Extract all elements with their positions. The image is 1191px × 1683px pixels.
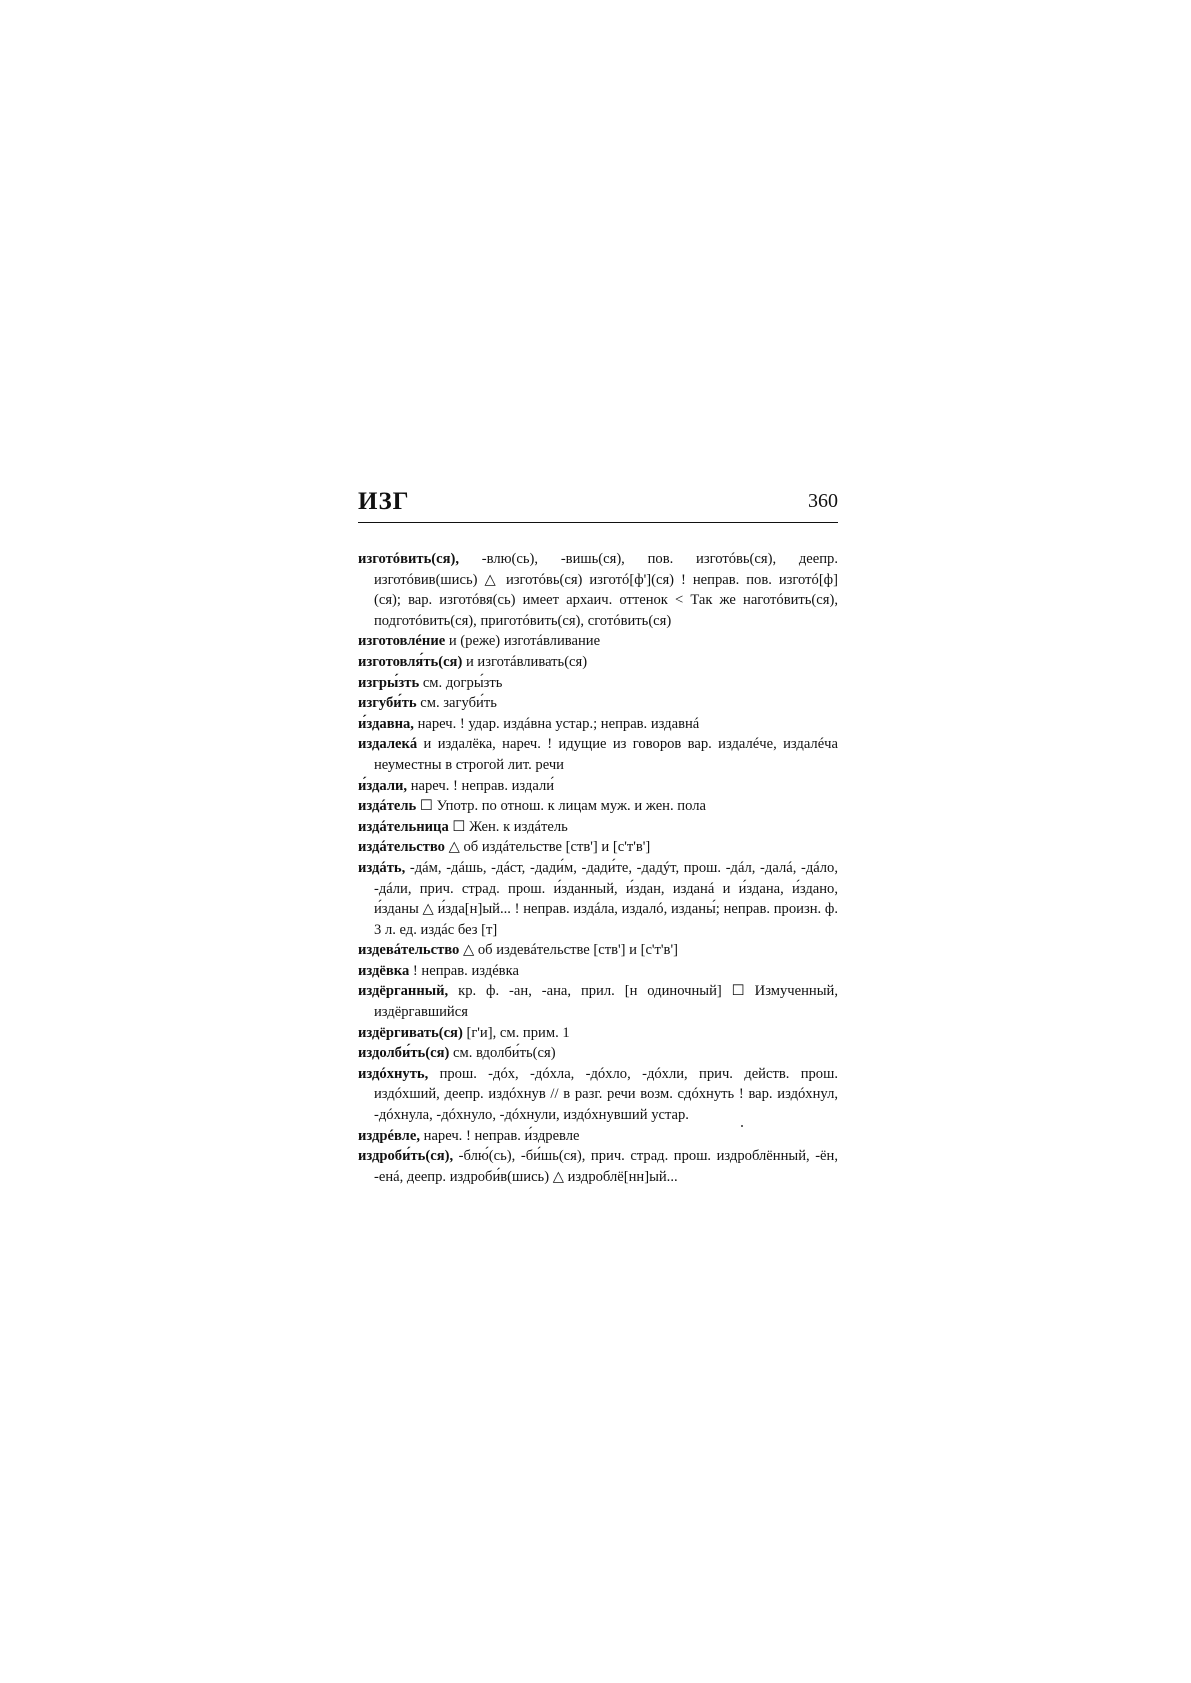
dictionary-entry: [358, 981, 838, 1022]
dictionary-entry: [358, 796, 838, 817]
dictionary-entry: [358, 1043, 838, 1064]
entry-body: и изготáвливать(ся): [462, 653, 588, 670]
entry-headword: издóхнуть,: [358, 1065, 429, 1082]
entry-body: ! неправ. издéвка: [409, 962, 519, 979]
dictionary-entry: [358, 1126, 838, 1147]
entry-body: прош. -дóх, -дóхла, -дóхло, -дóхли, прич. действ. прош. издóхший, деепр. издóхнув // в разг. речи возм. сдóхнуть ! вар. издóхнул, -дóхнула, -дóхнуло, -дóхнули, издóхнувший устар.: [374, 1065, 838, 1124]
entry-body: -блю́(сь), -би́шь(ся), прич. страд. прош. издроблённый, -ён, -енá, деепр. издроби́в(шись) △ издроблё[нн]ый...: [374, 1148, 838, 1185]
dictionary-entry: [358, 961, 838, 982]
dictionary-entry: [358, 1064, 838, 1126]
dictionary-entry: [358, 776, 838, 797]
dictionary-entry: [358, 817, 838, 838]
entry-body: ☐ Употр. по отнош. к лицам муж. и жен. пола: [416, 798, 706, 815]
entry-headword: изгры́зть: [358, 674, 420, 691]
entry-body: см. загуби́ть: [416, 695, 497, 712]
entry-headword: издалекá: [358, 736, 418, 753]
dictionary-entry: [358, 549, 838, 631]
entry-headword: издёвка: [358, 962, 410, 979]
entry-body: нареч. ! неправ. и́здревле: [420, 1127, 580, 1144]
entry-headword: издёргивать(ся): [358, 1024, 463, 1041]
page-header: [358, 488, 838, 522]
running-head: ИЗГ: [358, 488, 410, 515]
entry-body: [г'и], см. прим. 1: [462, 1024, 570, 1041]
entry-headword: издáтельница: [358, 818, 449, 835]
entry-headword: изготóвить(ся),: [358, 551, 460, 567]
dictionary-entry: [358, 734, 838, 775]
entry-headword: издёрганный,: [358, 983, 449, 1000]
dictionary-entry: [358, 693, 838, 714]
dictionary-entry: [358, 652, 838, 673]
entry-headword: издáть,: [358, 859, 406, 876]
dictionary-entries: [358, 549, 838, 1187]
dictionary-entry: [358, 714, 838, 735]
dictionary-entry: [358, 1146, 838, 1187]
entry-headword: издáтельство: [358, 839, 445, 856]
entry-body: ☐ Жен. к издáтель: [448, 818, 568, 835]
entry-headword: и́здали,: [358, 777, 408, 794]
page-number: 360: [808, 490, 838, 512]
dictionary-entry: [358, 1023, 838, 1044]
entry-body: △ об издáтельстве [ств'] и [с'т'в']: [444, 839, 651, 856]
entry-body: нареч. ! удар. издáвна устар.; неправ. издавнá: [413, 715, 700, 732]
entry-headword: издолби́ть(ся): [358, 1045, 450, 1062]
entry-body: и (реже) изготáвливание: [445, 633, 601, 650]
dictionary-entry: [358, 631, 838, 652]
entry-body: см. догры́зть: [419, 674, 503, 691]
entry-headword: и́здавна,: [358, 715, 414, 732]
header-rule: [358, 522, 838, 523]
entry-headword: издроби́ть(ся),: [358, 1148, 454, 1165]
print-speck: [741, 1125, 743, 1127]
entry-body: -дáм, -дáшь, -дáст, -дади́м, -дади́те, -дадýт, прош. -дáл, -далá, -дáло, -дáли, прич. страд. прош. и́зданный, и́здан, изданá и и́здана, и́здано, и́зданы △ и́зда[н]ый... ! неправ. издáла, издалó, изданы́; неправ. произн. ф. 3 л. ед. издáс без [т]: [374, 859, 838, 938]
entry-body: и издалёка, нареч. ! идущие из говоров вар. издалéче, издалéча неуместны в строгой лит. речи: [374, 736, 838, 773]
entry-headword: изготовлéние: [358, 633, 446, 650]
entry-headword: издрéвле,: [358, 1127, 420, 1144]
entry-headword: изготовля́ть(ся): [358, 653, 463, 670]
dictionary-entry: [358, 940, 838, 961]
dictionary-entry: [358, 837, 838, 858]
entry-headword: издáтель: [358, 798, 417, 815]
entry-body: см. вдолби́ть(ся): [449, 1045, 556, 1062]
entry-headword: издевáтельство: [358, 942, 460, 959]
dictionary-entry: [358, 858, 838, 940]
dictionary-entry: [358, 673, 838, 694]
entry-headword: изгуби́ть: [358, 695, 417, 712]
entry-body: кр. ф. -ан, -ана, прил. [н одиночный] ☐ Измученный, издёргавшийся: [374, 983, 838, 1021]
entry-body: △ об издевáтельстве [ств'] и [с'т'в']: [459, 942, 678, 959]
entry-body: нареч. ! неправ. издали́: [407, 777, 555, 794]
entry-body: -влю(сь), -вишь(ся), пов. изготóвь(ся), деепр. изготóвив(шись) △ изготóвь(ся) изготó[ф'](ся) ! неправ. пов. изготó[ф](ся); вар. изготóвя(сь) имеет архаич. оттенок < Так же наготóвить(ся), подготóвить(ся), приготóвить(ся), сготóвить(ся): [374, 551, 838, 629]
